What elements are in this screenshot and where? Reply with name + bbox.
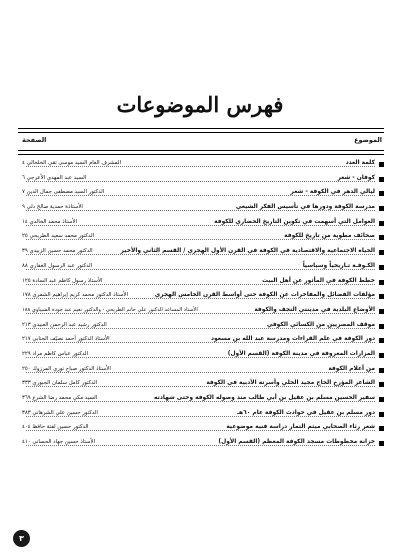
entry-title: الشاعر المؤرخ الحاج مجيد الحلي وأسرته الأدبية في الكوفة [206,380,375,387]
leader-dots [26,416,375,417]
bullet-square-icon [379,338,384,343]
entry-author-page: الدكتور محمد سعيد الطريحي ٢٥ [22,233,95,240]
contents-row [18,246,384,261]
contents-row [18,173,384,188]
entry-title: خزانة مخطوطات مسجد الكوفة المعظم (القسم الأول) [218,439,375,446]
entry-author-page: الأستاذ المساعد الدكتور علي حاتم الطريحي - والدكتور نعيم عبد جودة الشيباوي ١٨٨ [22,306,198,313]
entry-author-page: الأستاذ الدكتور محمد كريم إبراهيم الشمري ١٧٨ [22,292,129,299]
leader-dots [26,225,375,226]
entry-author-page: الأستاذة حمدية صالح دلي ٩ [22,204,83,211]
entry-author-page: الأستاذ حسين جهاد الحساني ٤١٠ [22,439,96,446]
leader-dots [26,254,375,255]
entry-author-page: السيد مكي محمد رضا الشرع ٣٦٩ [22,395,98,401]
contents-row [18,158,384,173]
leader-dots [26,166,375,167]
leader-dots [26,210,375,211]
entry-title: شعر رثاء الصحابي ميثم التمار دراسة فنية موضوعية [226,424,375,431]
entry-author-page: السيد عبد المهدي الأعرجي ٦ [22,174,87,181]
entry-title: دور الكوفة في علم القراءات ومدرسة عبد الله بن مسعود [211,336,375,343]
contents-row [18,231,384,246]
bullet-square-icon [379,177,384,182]
bullet-square-icon [379,412,384,417]
bullet-square-icon [379,250,384,255]
entry-title: سفير الحسين مسلم بن عقيل بن أبي طالب منذ وصوله الكوفة وحتى شهادته [154,395,375,401]
entry-author-page: الدكتور السيد مصطفى جمال الدين ٧ [22,189,105,196]
leader-dots [26,269,375,270]
bullet-square-icon [379,324,384,329]
page-title: فهرس الموضوعات [116,92,284,117]
entry-author-page: الأستاذ الدكتور صباح نوري المرزوك ٢٥٠ [22,365,111,372]
entry-title: كوفان - شعر [337,174,375,181]
contents-row [18,422,384,437]
contents-row [18,276,384,291]
entry-title: العوامل التي أسهمت في تكوين التاريخ الحضاري للكوفة [214,218,375,225]
contents-row [18,261,384,276]
leader-dots [26,313,375,314]
bullet-square-icon [379,353,384,358]
entry-author-page: الأستاذ رسول كاظم عبد السادة ١٢٥ [22,277,103,284]
bullet-square-icon [379,235,384,240]
header-top-rule [18,128,384,133]
entry-author-page: الدكتور محمد حسين الزبيدي ٣٩ [22,248,93,255]
bullet-square-icon [379,162,384,167]
contents-row [18,408,384,423]
leader-dots [26,298,375,299]
bullet-square-icon [379,382,384,387]
contents-row [18,187,384,202]
entry-title: الأوضاع البلدية في مدينتي النجف والكوفة [254,306,375,313]
entry-title: موقف المصريين من الكسائي الكوفي [266,321,375,328]
bullet-square-icon [379,280,384,285]
entry-author-page: الدكتور كامل سلمان الجبوري ٣٣٣ [22,380,98,387]
bullet-square-icon [379,397,384,402]
leader-dots [26,445,375,446]
bullet-square-icon [379,309,384,314]
entry-author-page: الدكتور رشيد عبد الرحمن العبيدي ٢١٣ [22,321,107,328]
header-bottom-rule [18,150,384,155]
entry-title: ليالي الدهر في الكوفة - شعر [290,189,375,196]
entry-title: خطط الكوفة في المأثور عن أهل البيت [262,277,375,284]
leader-dots [26,372,375,373]
entry-title: صحائف مطوية من تاريخ للكوفة [284,233,375,240]
entry-author-page: الدكتور عبد الرسول الغفاري ٨٨ [22,262,93,269]
contents-row [18,364,384,379]
bullet-square-icon [379,221,384,226]
bullet-square-icon [379,441,384,446]
page-number: ٣ [13,530,30,547]
header-topic: الموضوع [354,136,382,144]
entry-author-page: الدكتور حسين لفتة حافظ ٤٠٤ [22,424,89,431]
contents-row [18,305,384,320]
contents-row [18,349,384,364]
leader-dots [26,401,375,402]
leader-dots [26,328,375,329]
entry-title: المزارات المعروفة في مدينة الكوفة (القسم الأول) [227,350,375,357]
entry-title: كلمة العدد [345,160,375,166]
leader-dots [26,430,375,431]
entry-title: الحياة الاجتماعية والاقتصادية في الكوفة في القرن الأول الهجري / القسم الثاني والأخير [120,248,375,255]
leader-dots [26,357,375,358]
entry-title: الكـوفـة تـاريخياً وسياسياً [302,262,375,269]
entry-author-page: الدكتور حسين علي الشرهاني ٣٨٣ [22,409,98,416]
entry-title: من أعلام الكوفة [328,365,375,372]
bullet-square-icon [379,368,384,373]
contents-row [18,202,384,217]
bullet-square-icon [379,294,384,299]
bullet-square-icon [379,426,384,431]
entry-title: دور مسلم بن عقيل في حوادث الكوفة عام ٦٠هـ [237,409,375,416]
contents-row [18,378,384,393]
header-page: الصفحة [22,136,47,144]
entry-author-page: المشرف العام السيد موسى تقي الخلخالي ٤ [22,160,122,166]
leader-dots [26,386,375,387]
contents-row [18,320,384,335]
entry-author-page: الدكتور عباس كاظم مراد ٢٢٩ [22,350,89,357]
contents-row [18,217,384,232]
bullet-square-icon [379,191,384,196]
leader-dots [26,181,375,182]
leader-dots [26,342,375,343]
entry-title: مؤلفات الفضائل والمفاخرات عن الكوفة حتى أواسط القرن الخامس الهجري [154,292,375,299]
contents-row [18,393,384,408]
leader-dots [26,239,375,240]
entry-author-page: الأستاذ محمد الخالدي ١٤ [22,218,77,225]
bullet-square-icon [379,265,384,270]
entry-title: مدرسة الكوفة ودورها في تأسيس الفكر الشيعي [235,204,375,211]
contents-list [18,158,384,452]
contents-row [18,334,384,349]
entry-author-page: الأستاذ الدكتور أحمد نصيّف الجنابي ٢١٧ [22,336,110,343]
table-header [18,136,384,148]
contents-row [18,290,384,305]
leader-dots [26,195,375,196]
bullet-square-icon [379,206,384,211]
leader-dots [26,284,375,285]
contents-row [18,437,384,452]
